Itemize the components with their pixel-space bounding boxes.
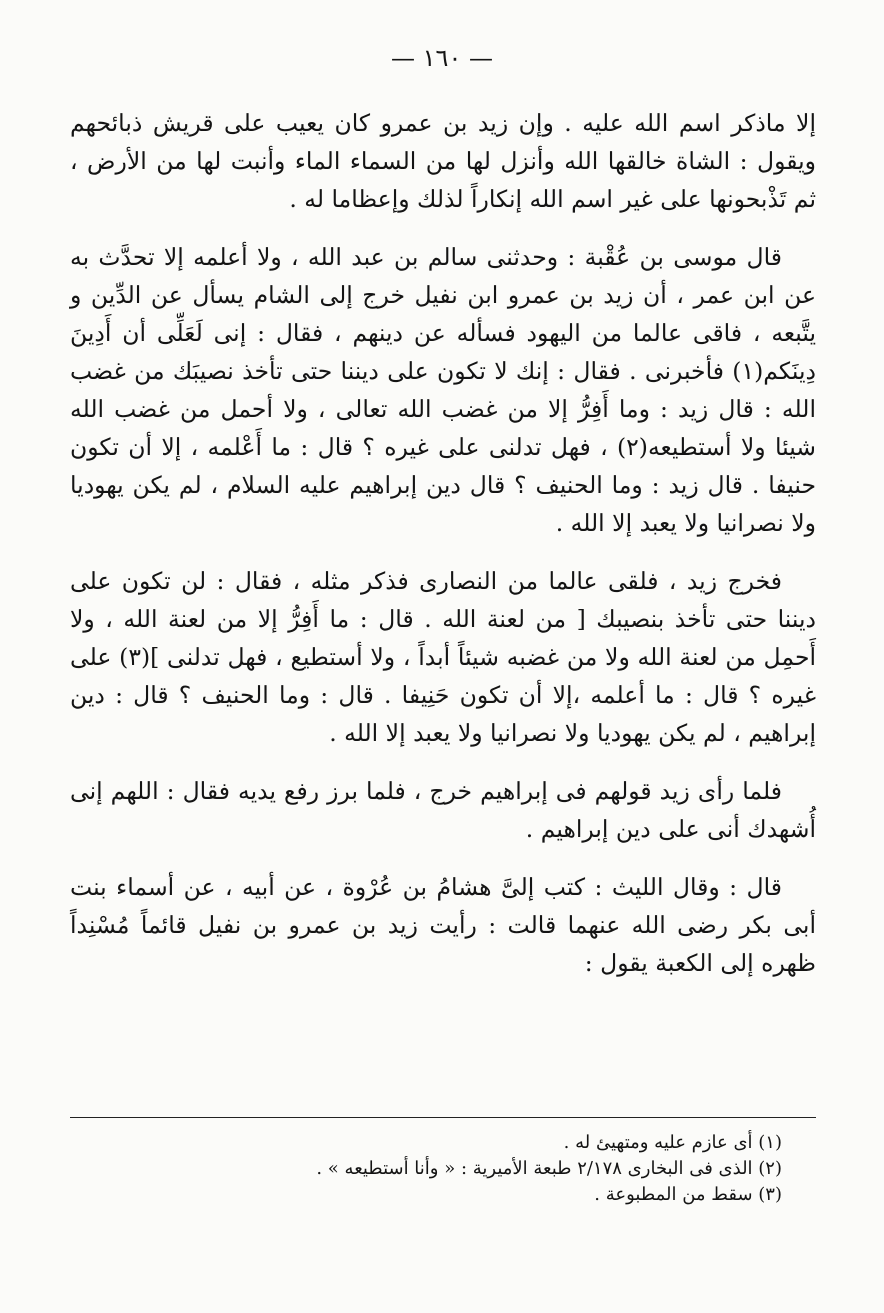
footnote-divider	[70, 1117, 816, 1118]
paragraph-4: فلما رأى زيد قولهم فى إبراهيم خرج ، فلما برز رفع يديه فقال : اللهم إنى أُشهدك أنى على دين إبراهيم .	[70, 777, 816, 843]
footnotes	[70, 1130, 816, 1208]
footnote-3: (٣) سقط من المطبوعة .	[594, 1184, 782, 1205]
footnote-1: (١) أى عازم عليه ومتهيئ له .	[563, 1132, 782, 1153]
main-text	[70, 104, 816, 1002]
page-number: — ١٦٠ —	[391, 44, 493, 72]
paragraph-2: قال موسى بن عُقْبة : وحدثنى سالم بن عبد الله ، ولا أعلمه إلا تحدَّث به عن ابن عمر ، أن زيد بن عمرو ابن نفيل خرج إلى الشام يسأل عن الدِّين و يتَّبعه ، فاقى عالما من اليهود فسأله عن دينهم ، فقال : إنى لَعَلِّى أن أَدِينَ دِينَكم(١) فأخبرنى . فقال : إنك لا تكون على ديننا حتى تأخذ نصيبَك من غضب الله : قال زيد : وما أَفِرُّ إلا من غضب الله تعالى ، ولا أحمل من غضب الله شيئا ولا أستطيعه(٢) ، فهل تدلنى على غيره ؟ قال : ما أَعْلمه ، إلا أن تكون حنيفا . قال زيد : وما الحنيف ؟ قال دين إبراهيم عليه السلام ، لم يكن يهوديا ولا نصرانيا ولا يعبد إلا الله .	[70, 243, 816, 537]
paragraph-5: قال : وقال الليث : كتب إلىَّ هشامُ بن عُرْوة ، عن أبيه ، عن أسماء بنت أبى بكر رضى الله عنهما قالت : رأيت زيد بن عمرو بن نفيل قائماً مُسْنِداً ظهره إلى الكعبة يقول :	[70, 873, 816, 977]
paragraph-1: إلا ماذكر اسم الله عليه . وإن زيد بن عمرو كان يعيب على قريش ذبائحهم ويقول : الشاة خالقها الله وأنزل لها من السماء الماء وأنبت لها من الأرض ، ثم تَذْبحونها على غير اسم الله إنكاراً لذلك وإعظاما له .	[70, 109, 816, 213]
footnote-2: (٢) الذى فى البخارى ٢/١٧٨ طبعة الأميرية : « وأنا أستطيعه » .	[316, 1158, 782, 1179]
paragraph-3: فخرج زيد ، فلقى عالما من النصارى فذكر مثله ، فقال : لن تكون على ديننا حتى تأخذ بنصيبك [ من لعنة الله . قال : ما أَفِرُّ إلا من لعنة الله ، ولا أَحمِل من لعنة الله ولا من غضبه شيئاً أبداً ، ولا أستطيع ، فهل تدلنى ](٣) على غيره ؟ قال : ما أعلمه ،إلا أن تكون حَنِيفا . قال : وما الحنيف ؟ قال : دين إبراهيم ، لم يكن يهوديا ولا نصرانيا ولا يعبد إلا الله .	[70, 567, 816, 747]
